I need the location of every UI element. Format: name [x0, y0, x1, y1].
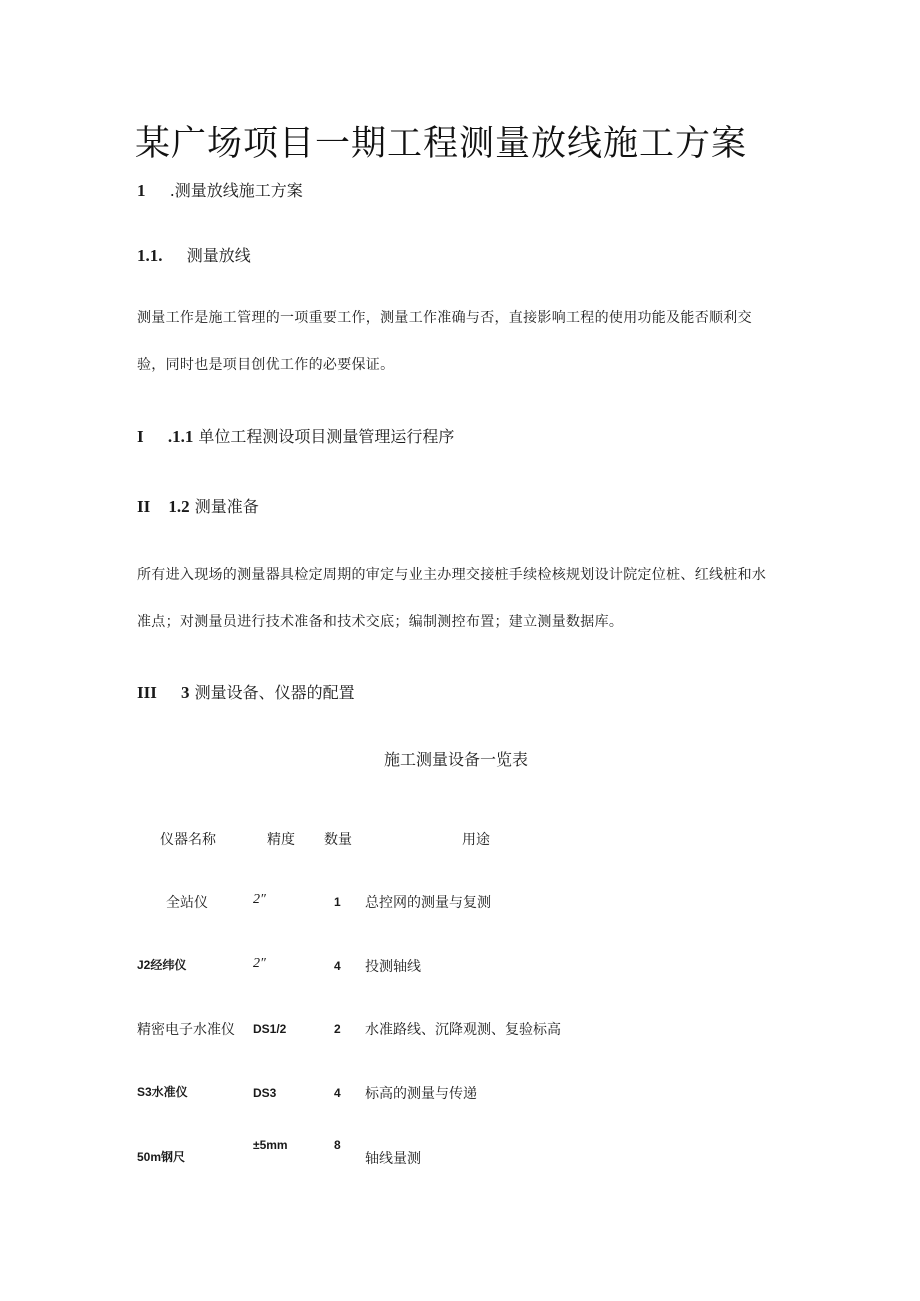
section-i-number: .1.1 — [167, 427, 194, 446]
section-1-heading — [137, 178, 303, 201]
table-row-2-name — [137, 956, 186, 973]
section-ii-text: 测量准备 — [194, 497, 259, 516]
section-i-roman: I — [137, 427, 144, 446]
header-precision: 精度 — [267, 832, 295, 848]
table-row-2-precision: 2″ — [253, 956, 266, 971]
table-row-2-name-text: J2经纬仪 — [137, 958, 187, 972]
header-quantity: 数量 — [324, 832, 352, 848]
paragraph-1-line-2: 验，同时也是项目创优工作的必要保证。 — [137, 357, 395, 373]
section-1-1-heading — [137, 243, 251, 266]
table-row-4-precision: DS3 — [253, 1086, 277, 1100]
table-row-4-name-text: S3水准仪 — [137, 1085, 188, 1099]
table-row-5-name — [137, 1148, 185, 1165]
section-ii-number: 1.2 — [168, 497, 190, 516]
table-row-4-use: 标高的测量与传递 — [365, 1086, 477, 1102]
table-row-1-precision: 2″ — [253, 892, 266, 907]
table-row-1-use: 总控网的测量与复测 — [365, 895, 491, 911]
header-instrument-name: 仪器名称 — [160, 832, 216, 848]
section-i-heading — [137, 424, 454, 447]
section-1-1-text: 测量放线 — [186, 246, 251, 265]
section-1-text: .测量放线施工方案 — [169, 181, 303, 200]
table-row-1-quantity: 1 — [334, 895, 341, 909]
table-row-2-use: 投测轴线 — [365, 959, 421, 975]
header-use: 用途 — [462, 832, 490, 848]
paragraph-1-line-1: 测量工作是施工管理的一项重要工作，测量工作准确与否，直接影响工程的使用功能及能否顺利交 — [137, 310, 752, 326]
table-row-3-name: 精密电子水准仪 — [137, 1022, 235, 1038]
section-iii-heading — [137, 680, 355, 703]
section-ii-heading — [137, 494, 259, 517]
table-row-3-precision: DS1/2 — [253, 1022, 287, 1036]
section-iii-roman: III — [137, 683, 157, 702]
table-row-4-quantity: 4 — [334, 1086, 341, 1100]
table-row-4-name — [137, 1083, 188, 1100]
section-iii-number: 3 — [181, 683, 190, 702]
table-row-5-use: 轴线量测 — [365, 1151, 421, 1167]
section-1-1-number: 1.1. — [137, 246, 163, 265]
section-i-text: 单位工程测设项目测量管理运行程序 — [198, 427, 455, 446]
paragraph-2-line-1: 所有进入现场的测量器具检定周期的审定与业主办理交接桩手续检核规划设计院定位桩、红线桩和水 — [137, 567, 767, 583]
section-1-number: 1 — [137, 181, 146, 200]
table-caption: 施工测量设备一览表 — [384, 750, 529, 769]
table-row-3-quantity: 2 — [334, 1022, 341, 1036]
document-title: 某广场项目一期工程测量放线施工方案 — [135, 124, 748, 164]
table-row-1-name: 全站仪 — [166, 895, 208, 911]
section-ii-roman: II — [137, 497, 151, 516]
table-row-5-name-text: 50m钢尺 — [137, 1150, 186, 1164]
table-row-5-precision: ±5mm — [253, 1138, 288, 1152]
section-iii-text: 测量设备、仪器的配置 — [194, 683, 355, 702]
table-row-2-quantity: 4 — [334, 959, 341, 973]
table-row-5-quantity: 8 — [334, 1138, 341, 1152]
paragraph-2-line-2: 准点；对测量员进行技术准备和技术交底；编制测控布置；建立测量数据库。 — [137, 614, 624, 630]
table-row-3-use: 水准路线、沉降观测、复验标高 — [365, 1022, 561, 1038]
